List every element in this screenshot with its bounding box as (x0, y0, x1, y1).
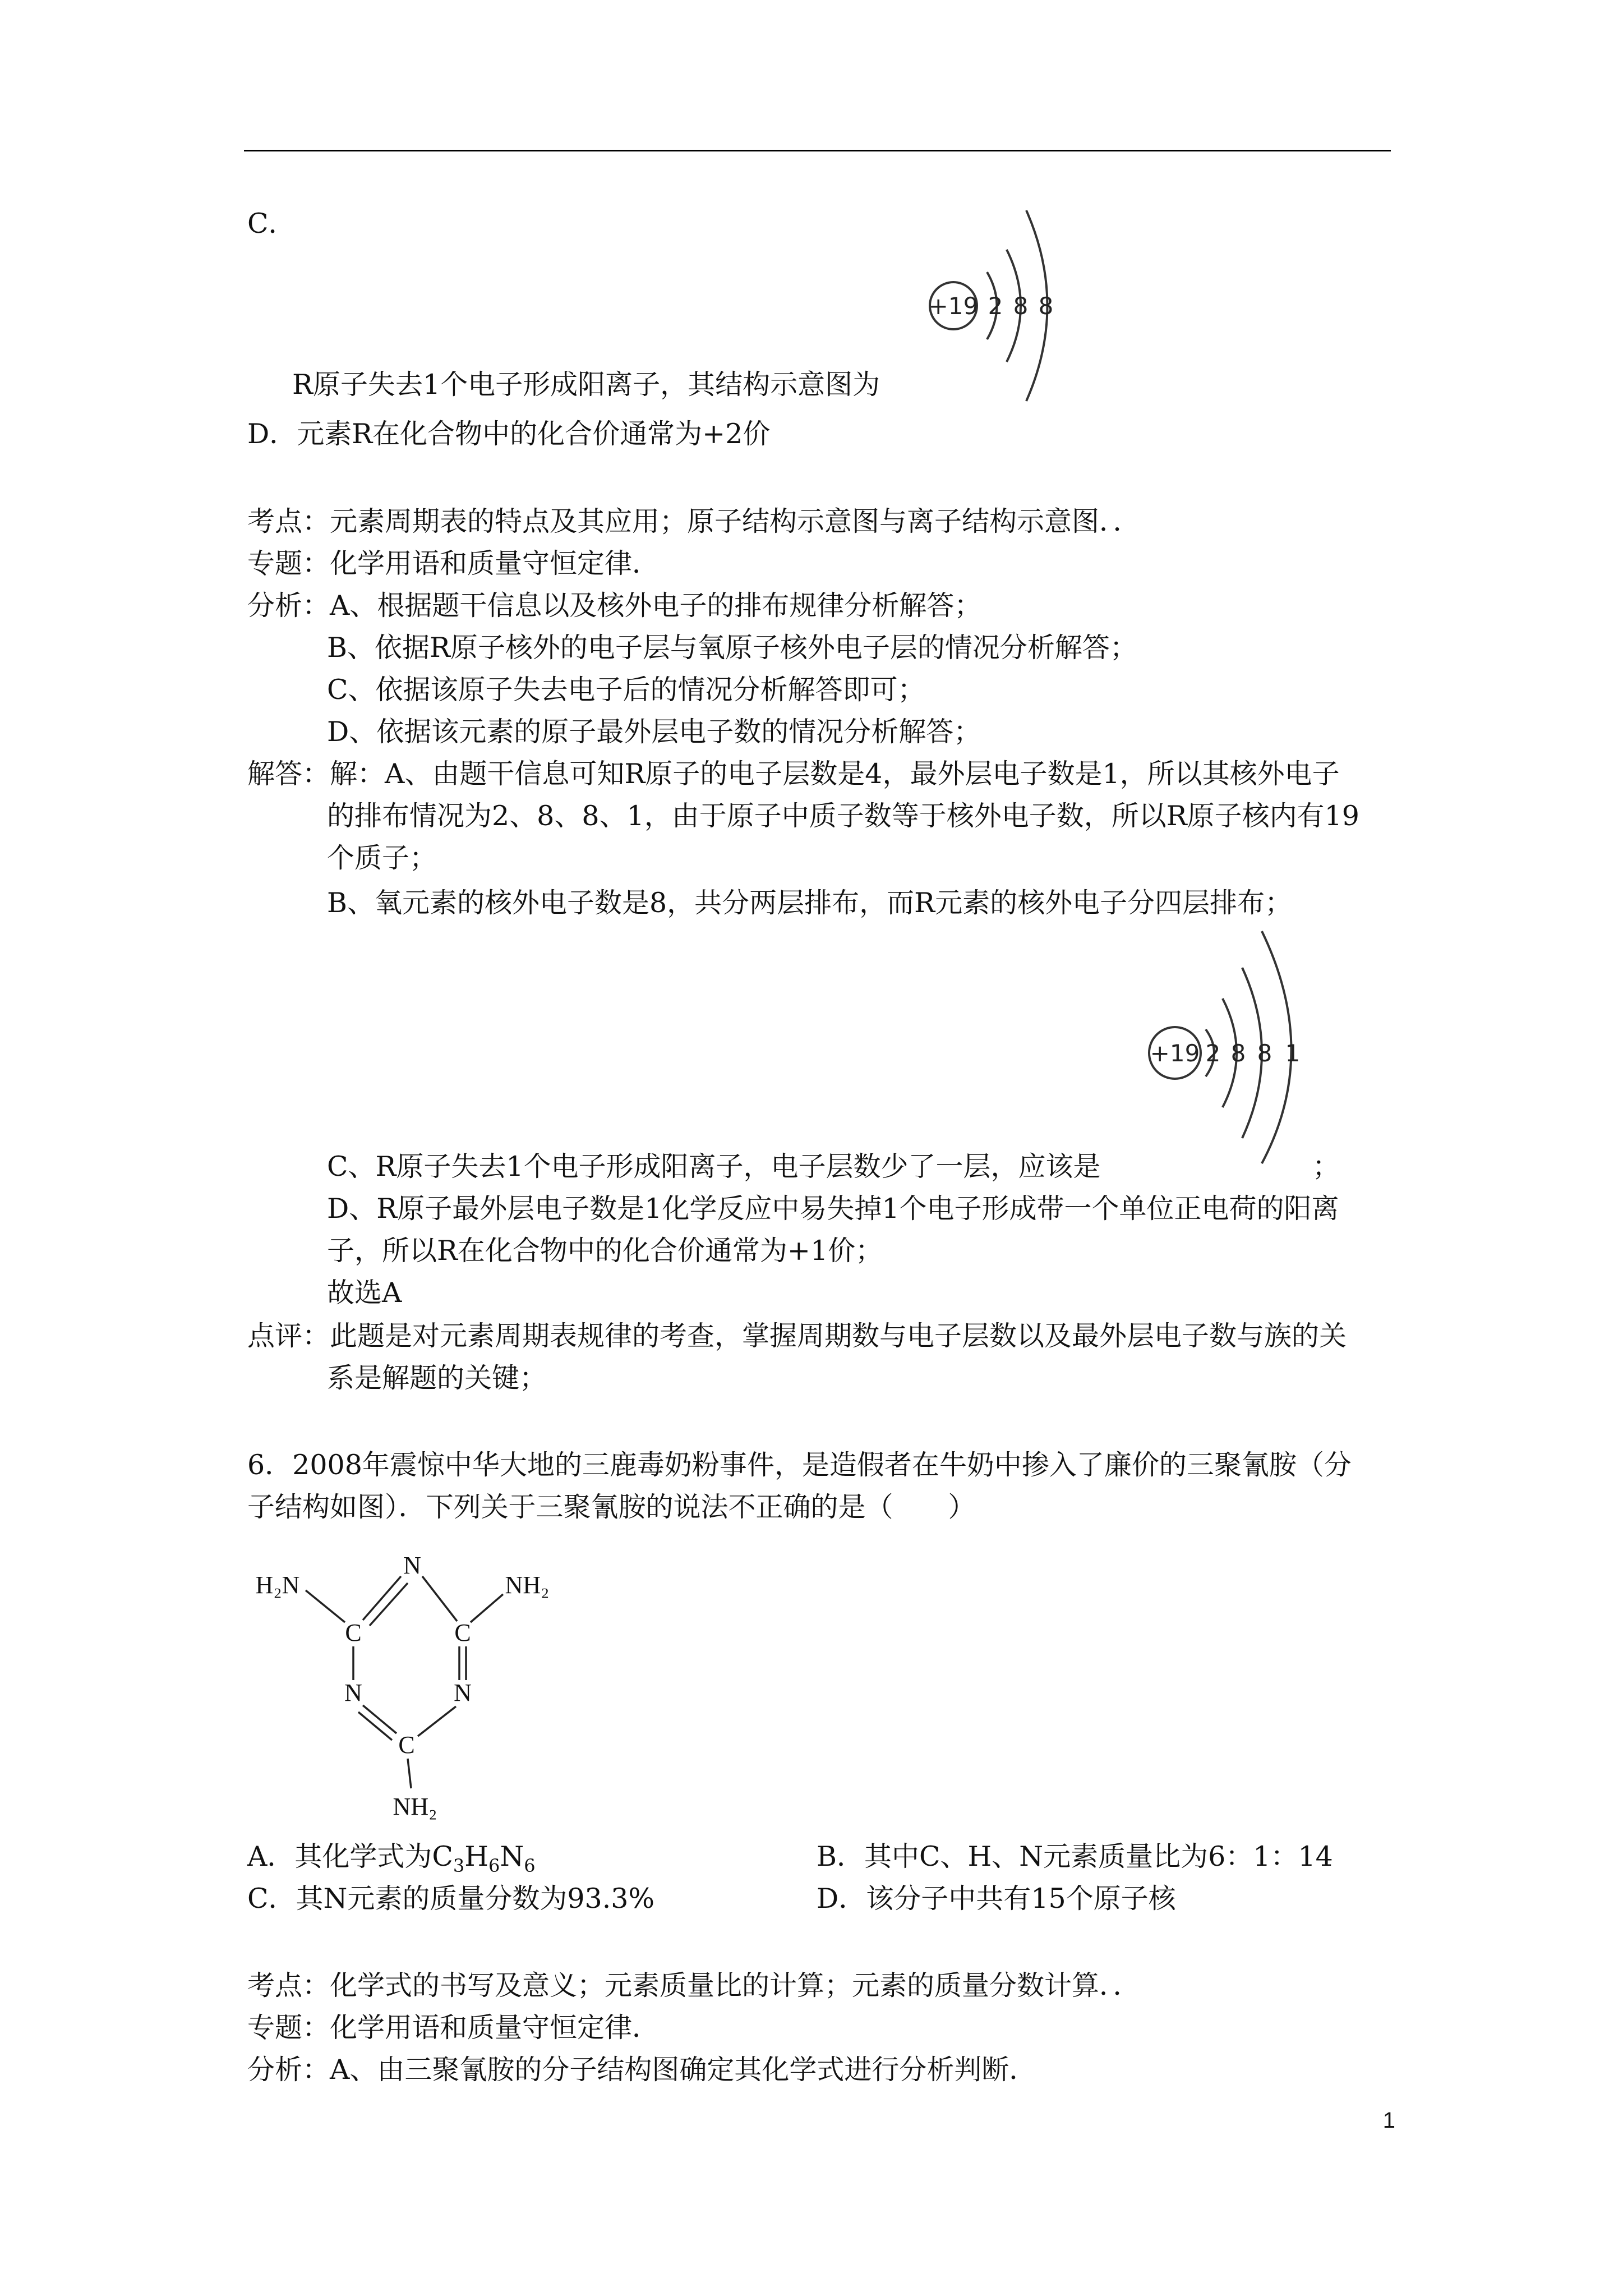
fenxi-d-line: D、依据该元素的原子最外层电子数的情况分析解答； (327, 716, 981, 748)
answer-line: 故选A (327, 1277, 402, 1309)
question-6-stem-1: 6．2008年震惊中华大地的三鹿毒奶粉事件，是造假者在牛奶中掺入了廉价的三聚氰胺（分 (247, 1449, 1352, 1481)
atom-n-left: N (344, 1679, 362, 1706)
nh2-left-group: H₂N (255, 1571, 300, 1599)
bond (471, 1594, 503, 1622)
option-d-text: D．元素R在化合物中的化合价通常为+2价 (247, 418, 771, 450)
shell-electrons: 8 (1230, 1039, 1246, 1067)
shell-electrons: 8 (1038, 292, 1054, 320)
atom-c-right: C (454, 1619, 471, 1646)
option-c: C．其N元素的质量分数为93.3% (247, 1883, 655, 1915)
jieda-d-line-1: D、R原子最外层电子数是1化学反应中易失掉1个电子形成带一个单位正电荷的阳离 (327, 1193, 1339, 1225)
option-a-element: N (500, 1841, 524, 1872)
shell-electrons: 2 (1205, 1039, 1221, 1067)
nucleus-charge: +19 (1150, 1039, 1200, 1067)
shell-electrons: 1 (1285, 1039, 1301, 1067)
atom-n-top: N (403, 1552, 421, 1579)
jieda-line-1: 解答：解：A、由题干信息可知R原子的电子层数是4，最外层电子数是1，所以其核外电子 (247, 758, 1340, 790)
subscript: 3 (453, 1855, 465, 1876)
zhuanti-line: 专题：化学用语和质量守恒定律． (247, 547, 660, 579)
kaodian-line: 考点：元素周期表的特点及其应用；原子结构示意图与离子结构示意图．． (247, 505, 1141, 537)
jieda-b-line: B、氧元素的核外电子数是8，共分两层排布，而R元素的核外电子分四层排布； (327, 887, 1293, 919)
option-a-text: A．其化学式为C (247, 1841, 453, 1872)
bond (408, 1759, 411, 1788)
atom-c-bottom: C (398, 1731, 415, 1759)
fenxi-b-line: B、依据R原子核外的电子层与氧原子核外电子层的情况分析解答； (327, 632, 1137, 664)
subscript: 6 (488, 1855, 500, 1876)
bond (418, 1706, 456, 1736)
nh2-bottom-group: NH₂ (393, 1793, 437, 1820)
bond (422, 1576, 457, 1621)
shell-electrons: 8 (1013, 292, 1029, 320)
shell-electrons: 2 (988, 292, 1003, 320)
jieda-d-line-2: 子，所以R在化合物中的化合价通常为+1价； (327, 1235, 883, 1267)
atom-n-right: N (454, 1679, 472, 1706)
jieda-c-line: C、R原子失去1个电子形成阳离子，电子层数少了一层，应该是 (327, 1151, 1101, 1182)
fenxi-c-line: C、依据该原子失去电子后的情况分析解答即可； (327, 674, 925, 706)
atom-structure-diagram (1138, 920, 1352, 1167)
dianping-line-2: 系是解题的关键； (327, 1362, 547, 1394)
q6-fenxi-line: 分析：A、由三聚氰胺的分子结构图确定其化学式进行分析判断． (247, 2054, 1037, 2086)
atom-c-left: C (345, 1619, 362, 1646)
subscript: 6 (524, 1855, 536, 1876)
q6-kaodian-line: 考点：化学式的书写及意义；元素质量比的计算；元素的质量分数计算．． (247, 1970, 1141, 2001)
melamine-structure (244, 1537, 592, 1829)
jieda-line-3: 个质子； (327, 842, 437, 874)
option-d: D．该分子中共有15个原子核 (817, 1883, 1176, 1915)
ion-structure-diagram (909, 208, 1077, 404)
option-a-element: H (464, 1841, 488, 1872)
shell-electrons: 8 (1257, 1039, 1272, 1067)
question-6-stem-2: 子结构如图）．下列关于三聚氰胺的说法不正确的是（ ） (247, 1491, 976, 1523)
jieda-line-2: 的排布情况为2、8、8、1，由于原子中质子数等于核外电子数，所以R原子核内有19 (327, 800, 1359, 832)
option-a (247, 1840, 536, 1874)
fenxi-line: 分析：A、根据题干信息以及核外电子的排布规律分析解答； (247, 590, 982, 622)
page-number: 1 (1382, 2108, 1395, 2133)
dianping-line-1: 点评：此题是对元素周期表规律的考查，掌握周期数与电子层数以及最外层电子数与族的关 (247, 1320, 1347, 1352)
jieda-c-end: ； (1312, 1151, 1340, 1182)
nucleus-charge: +19 (928, 292, 979, 320)
bond (306, 1590, 345, 1622)
option-c-text: R原子失去1个电子形成阳离子，其结构示意图为 (292, 369, 880, 401)
option-b: B．其中C、H、N元素质量比为6：1：14 (817, 1841, 1333, 1872)
q6-zhuanti-line: 专题：化学用语和质量守恒定律． (247, 2012, 660, 2044)
nh2-right-group: NH₂ (505, 1571, 550, 1599)
header-rule (244, 150, 1391, 151)
option-c-label: C． (247, 208, 296, 240)
